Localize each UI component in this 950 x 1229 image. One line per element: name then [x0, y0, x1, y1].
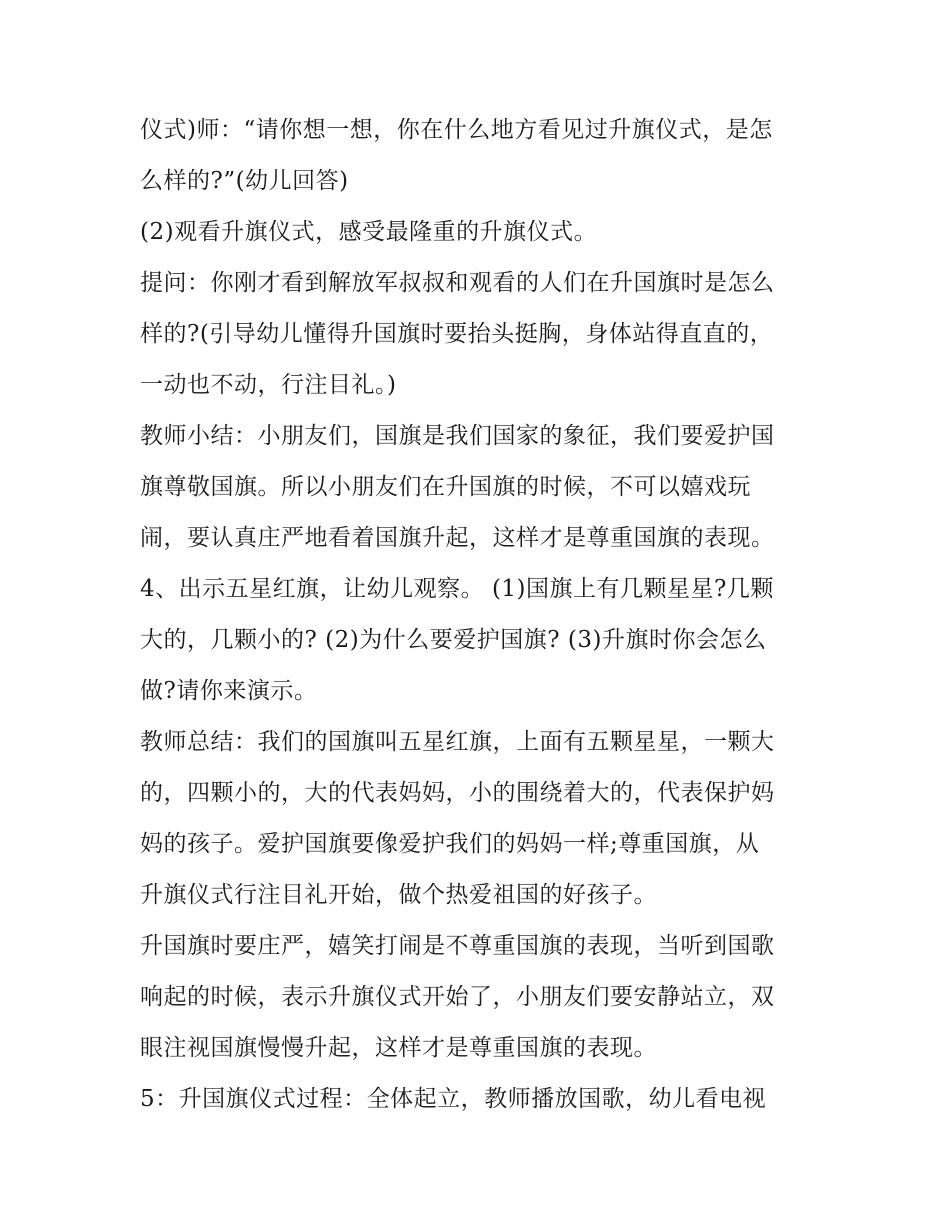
text-line: 教师小结：小朋友们，国旗是我们国家的象征，我们要爱护国	[140, 423, 775, 449]
text-line: 升国旗时要庄严，嬉笑打闹是不尊重国旗的表现，当听到国歌	[140, 933, 775, 959]
text-line: 旗尊敬国旗。所以小朋友们在升国旗的时候，不可以嬉戏玩	[140, 474, 751, 500]
text-line: 闹，要认真庄严地看着国旗升起，这样才是尊重国旗的表现。	[140, 525, 775, 551]
text-line: 么样的?”(幼儿回答)	[140, 168, 349, 194]
text-line: 一动也不动，行注目礼。)	[140, 372, 397, 398]
text-line: 大的，几颗小的? (2)为什么要爱护国旗? (3)升旗时你会怎么	[140, 627, 767, 653]
text-line: 样的?(引导幼儿懂得升国旗时要抬头挺胸，身体站得直直的，	[140, 321, 774, 347]
text-line: (2)观看升旗仪式，感受最隆重的升旗仪式。	[140, 219, 598, 245]
text-line: 妈的孩子。爱护国旗要像爱护我们的妈妈一样;尊重国旗，从	[140, 831, 760, 857]
text-line: 4、出示五星红旗，让幼儿观察。 (1)国旗上有几颗星星?几颗	[140, 576, 774, 602]
text-line: 响起的时候，表示升旗仪式开始了，小朋友们要安静站立，双	[140, 984, 775, 1010]
text-line: 眼注视国旗慢慢升起，这样才是尊重国旗的表现。	[140, 1035, 657, 1061]
text-line: 教师总结：我们的国旗叫五星红旗，上面有五颗星星，一颗大	[140, 729, 775, 755]
body-text	[140, 105, 820, 1125]
text-line: 做?请你来演示。	[140, 678, 318, 704]
text-line: 提问：你刚才看到解放军叔叔和观看的人们在升国旗时是怎么	[140, 270, 775, 296]
text-line: 仪式)师：“请你想一想，你在什么地方看见过升旗仪式，是怎	[140, 117, 773, 143]
text-line: 升旗仪式行注目礼开始，做个热爱祖国的好孩子。	[140, 882, 657, 908]
text-line: 5：升国旗仪式过程：全体起立，教师播放国歌，幼儿看电视	[140, 1086, 767, 1112]
text-line: 的，四颗小的，大的代表妈妈，小的围绕着大的，代表保护妈	[140, 780, 775, 806]
